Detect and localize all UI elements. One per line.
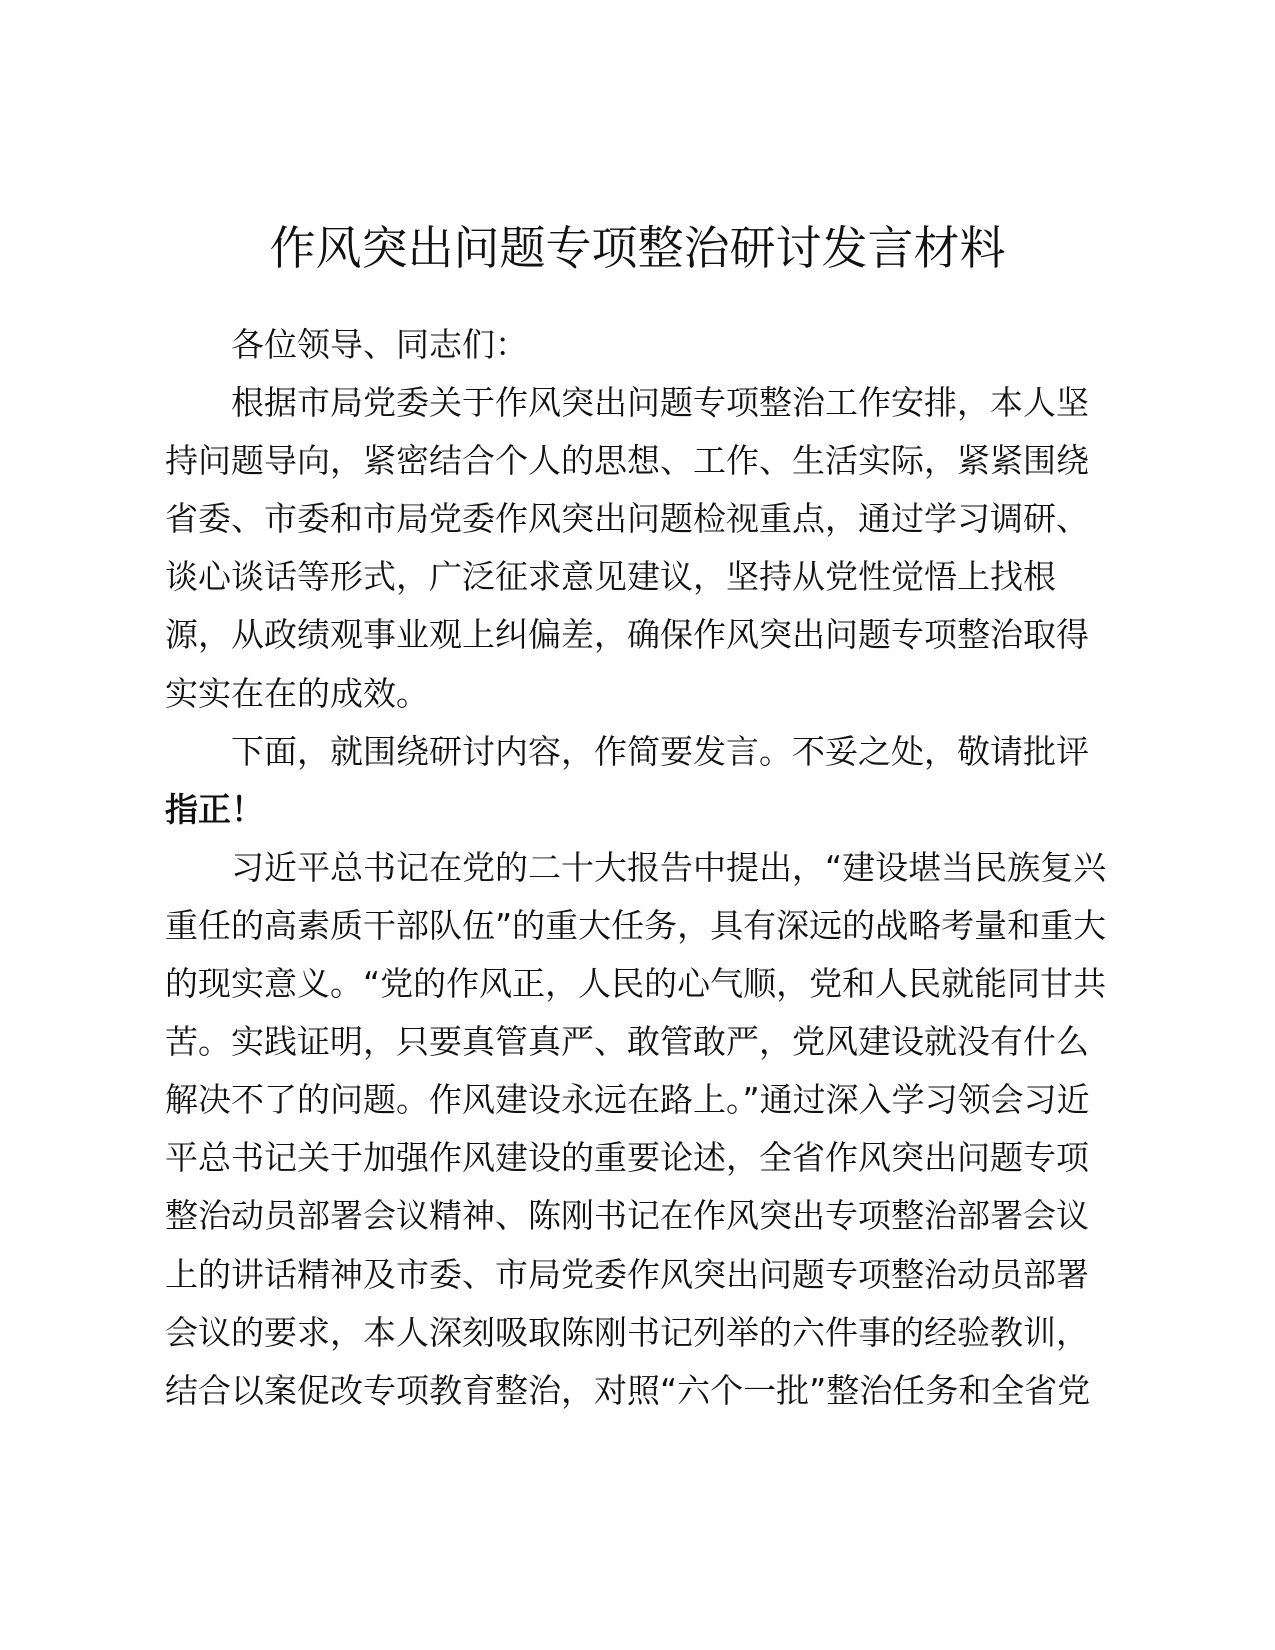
- document-body: [165, 316, 1110, 1420]
- paragraph-line: 根据市局党委关于作风突出问题专项整治工作安排，本人坚: [231, 383, 1089, 423]
- paragraph-line: 的现实意义。“党的作风正，人民的心气顺，党和人民就能同甘共: [165, 964, 1107, 1004]
- paragraph-line: 整治动员部署会议精神、陈刚书记在作风突出专项整治部署会议: [165, 1196, 1089, 1236]
- paragraph-line: 指正！: [165, 789, 264, 829]
- paragraph-line: 苦。实践证明，只要真管真严、敢管敢严，党风建设就没有什么: [165, 1022, 1089, 1062]
- paragraph-line: 结合以案促改专项教育整治，对照“六个一批”整治任务和全省党: [165, 1370, 1091, 1410]
- paragraph-line: 省委、市委和市局党委作风突出问题检视重点，通过学习调研、: [165, 499, 1089, 539]
- paragraph-line: 源，从政绩观事业观上纠偏差，确保作风突出问题专项整治取得: [165, 615, 1089, 655]
- paragraph-line: 下面，就围绕研讨内容，作简要发言。不妥之处，敬请批评: [231, 731, 1089, 771]
- paragraph-line: 平总书记关于加强作风建设的重要论述，全省作风突出问题专项: [165, 1138, 1089, 1178]
- document-title: 作风突出问题专项整治研讨发言材料: [269, 221, 1006, 275]
- paragraph-line: 实实在在的成效。: [165, 673, 429, 713]
- paragraph-line: 习近平总书记在党的二十大报告中提出，“建设堪当民族复兴: [231, 847, 1107, 887]
- paragraph-line: 解决不了的问题。作风建设永远在路上。”通过深入学习领会习近: [165, 1080, 1090, 1120]
- paragraph-line: 上的讲话精神及市委、市局党委作风突出问题专项整治动员部署: [165, 1254, 1089, 1294]
- paragraph-line: 持问题导向，紧密结合个人的思想、工作、生活实际，紧紧围绕: [165, 441, 1089, 481]
- paragraph-line: 重任的高素质干部队伍”的重大任务，具有深远的战略考量和重大: [165, 905, 1107, 945]
- paragraph-line: 会议的要求，本人深刻吸取陈刚书记列举的六件事的经验教训，: [165, 1312, 1089, 1352]
- paragraph-line: 谈心谈话等形式，广泛征求意见建议，坚持从党性觉悟上找根: [165, 557, 1056, 597]
- salutation-line: 各位领导、同志们：: [231, 325, 528, 364]
